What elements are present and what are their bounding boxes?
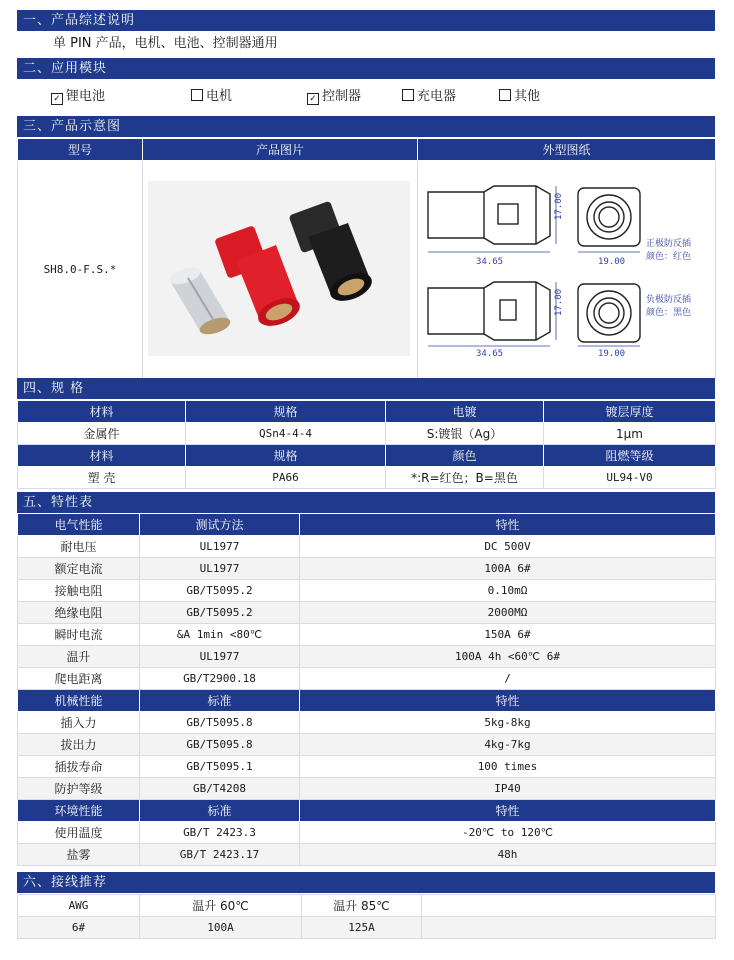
spec-cell: QSn4-4-4 [186, 423, 386, 445]
empty-cell [422, 917, 716, 939]
checkbox-empty-icon [191, 89, 203, 101]
elec-header: 测试方法 [140, 514, 300, 536]
empty-cell [422, 895, 716, 917]
table-cell: 温升 85℃ [302, 895, 422, 917]
table-cell: 0.10mΩ [300, 580, 716, 602]
spec-header-spec: 规格 [186, 401, 386, 423]
table-cell: 100 times [300, 756, 716, 778]
table-cell: 100A 6# [300, 558, 716, 580]
table-cell: / [300, 668, 716, 690]
table-cell: GB/T5095.8 [140, 734, 300, 756]
table-cell: GB/T5095.1 [140, 756, 300, 778]
spec-cell: PA66 [186, 467, 386, 489]
table-cell: GB/T 2423.17 [140, 844, 300, 866]
mech-header: 机械性能 [18, 690, 140, 712]
table-cell: GB/T4208 [140, 778, 300, 800]
dim-diameter-top: 19.00 [598, 257, 626, 267]
section-6-header: 六、接线推荐 [17, 872, 715, 893]
section-3-header: 三、产品示意图 [17, 116, 715, 137]
table-cell: 100A [140, 917, 302, 939]
table-cell: 温升 [18, 646, 140, 668]
table-cell: 拔出力 [18, 734, 140, 756]
table-cell: DC 500V [300, 536, 716, 558]
checkbox-empty-icon [402, 89, 414, 101]
table-cell: 150A 6# [300, 624, 716, 646]
spec-header-plating: 电镀 [386, 401, 544, 423]
spec-header-flame-rating: 阻燃等级 [544, 445, 716, 467]
module-checklist [17, 81, 715, 110]
table-cell: -20℃ to 120℃ [300, 822, 716, 844]
dim-length-bottom: 34.65 [476, 349, 504, 358]
module-item-motor: 电机 [191, 85, 232, 104]
section-1-header: 一、产品综述说明 [17, 10, 715, 31]
module-item-lithium-battery: ✓ 锂电池 [51, 85, 105, 104]
spec-cell: 塑 壳 [18, 467, 186, 489]
table-cell: GB/T5095.8 [140, 712, 300, 734]
checkbox-checked-icon: ✓ [307, 93, 319, 105]
checkbox-empty-icon [499, 89, 511, 101]
table-cell: 接触电阻 [18, 580, 140, 602]
table-cell: 125A [302, 917, 422, 939]
env-header: 特性 [300, 800, 716, 822]
spec-table [17, 400, 716, 489]
env-header: 环境性能 [18, 800, 140, 822]
table-cell: 2000MΩ [300, 602, 716, 624]
spec-header-thickness: 镀层厚度 [544, 401, 716, 423]
spec-cell: S:镀银（Ag） [386, 423, 544, 445]
table-cell: GB/T2900.18 [140, 668, 300, 690]
col-model: 型号 [18, 139, 143, 161]
mech-header: 标准 [140, 690, 300, 712]
env-header: 标准 [140, 800, 300, 822]
module-item-other: 其他 [499, 85, 540, 104]
table-cell: 插入力 [18, 712, 140, 734]
table-cell: 温升 60℃ [140, 895, 302, 917]
note-negative-color: 颜色：黑色 [646, 308, 692, 318]
table-cell: 盐雾 [18, 844, 140, 866]
note-positive-key: 正极防反插 [646, 239, 692, 249]
section-5-header: 五、特性表 [17, 492, 715, 513]
table-cell: GB/T 2423.3 [140, 822, 300, 844]
table-cell: UL1977 [140, 536, 300, 558]
spec-cell: *:R=红色；B=黑色 [386, 467, 544, 489]
technical-drawing [418, 180, 714, 358]
section-2-header: 二、应用模块 [17, 58, 715, 79]
table-cell: AWG [18, 895, 140, 917]
spec-cell: 金属件 [18, 423, 186, 445]
col-drawing: 外型图纸 [418, 139, 716, 161]
spec-header-material: 材料 [18, 445, 186, 467]
table-cell: 4kg-7kg [300, 734, 716, 756]
table-cell: GB/T5095.2 [140, 580, 300, 602]
elec-header: 特性 [300, 514, 716, 536]
product-description: 单 PIN 产品，电机、电池、控制器通用 [17, 33, 715, 55]
table-cell: 6# [18, 917, 140, 939]
table-cell: 额定电流 [18, 558, 140, 580]
elec-header: 电气性能 [18, 514, 140, 536]
spec-cell: 1μm [544, 423, 716, 445]
spec-header-spec: 规格 [186, 445, 386, 467]
module-item-charger: 充电器 [402, 85, 456, 104]
dim-diameter-bottom: 19.00 [598, 349, 626, 358]
model-number: SH8.0-F.S.* [18, 161, 143, 379]
dim-height-top: 17.00 [554, 192, 564, 220]
table-cell: 耐电压 [18, 536, 140, 558]
table-cell: UL1977 [140, 558, 300, 580]
spec-cell: UL94-V0 [544, 467, 716, 489]
table-cell: 100A 4h <60℃ 6# [300, 646, 716, 668]
table-cell: 防护等级 [18, 778, 140, 800]
note-positive-color: 颜色：红色 [646, 252, 692, 262]
table-cell: 5kg-8kg [300, 712, 716, 734]
table-cell: 绝缘电阻 [18, 602, 140, 624]
table-cell: GB/T5095.2 [140, 602, 300, 624]
table-cell: 48h [300, 844, 716, 866]
table-cell: UL1977 [140, 646, 300, 668]
section-4-header: 四、规 格 [17, 378, 715, 399]
spec-header-color: 颜色 [386, 445, 544, 467]
wiring-table [17, 894, 716, 939]
module-item-controller: ✓ 控制器 [307, 85, 361, 104]
table-cell: &A 1min <80℃ [140, 624, 300, 646]
table-cell: 瞬时电流 [18, 624, 140, 646]
dim-height-bottom: 17.00 [554, 288, 564, 316]
table-cell: 爬电距离 [18, 668, 140, 690]
table-cell: IP40 [300, 778, 716, 800]
col-photo: 产品图片 [143, 139, 418, 161]
characteristics-table [17, 513, 716, 866]
checkbox-checked-icon: ✓ [51, 93, 63, 105]
product-photo [148, 181, 410, 356]
mech-header: 特性 [300, 690, 716, 712]
note-negative-key: 负极防反插 [646, 295, 692, 305]
spec-header-material: 材料 [18, 401, 186, 423]
table-cell: 插拔寿命 [18, 756, 140, 778]
table-cell: 使用温度 [18, 822, 140, 844]
dim-length-top: 34.65 [476, 257, 504, 267]
